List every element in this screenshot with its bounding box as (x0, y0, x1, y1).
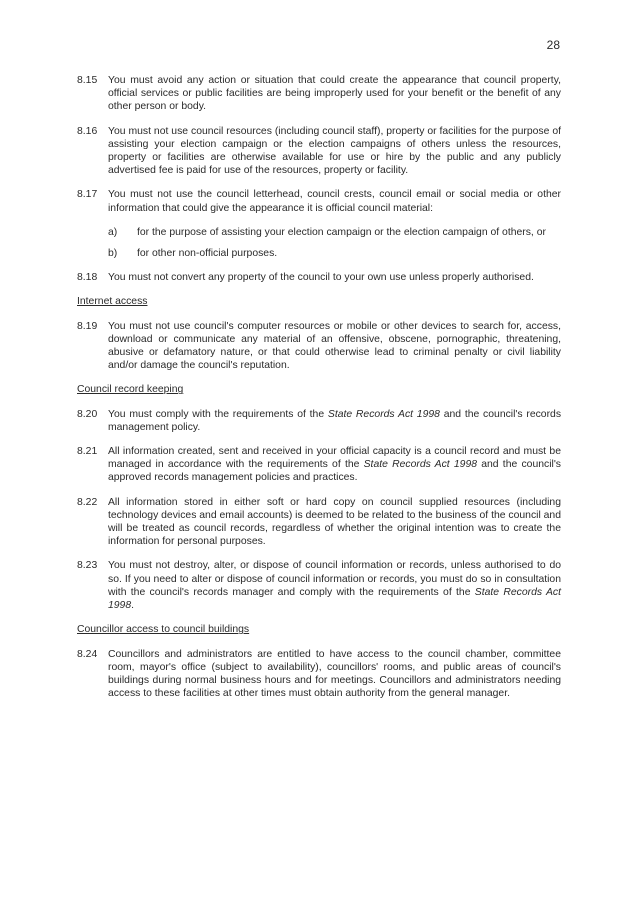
clause-8-17 (77, 188, 561, 214)
clause-8-24 (77, 648, 561, 701)
page-number: 28 (546, 38, 560, 52)
clause-8-18 (77, 271, 561, 284)
clause-text-part: You must comply with the requirements of the (108, 408, 328, 420)
clause-text-part: All information created, sent and received in your official capacity is a council record and must be managed in accordance with the requirements of the (108, 446, 561, 471)
clause-text-part: and the council's approved records management policies and practices. (108, 459, 562, 484)
clause-number: 8.19 (77, 320, 98, 332)
clause-number: 8.15 (77, 75, 98, 86)
clause-text-part: You must not destroy, alter, or dispose of council information or records, unless authorised to do so. If you need to alter or dispose of council information or records, you must do so in consultation with the council's records manager and comply with the requirements of the (108, 560, 561, 598)
clause-8-19 (77, 320, 561, 373)
clause-text: All information stored in either soft or hard copy on council supplied resources (including technology devices and email accounts) is deemed to be related to the business of the council and will be treated as council records, regardless of whether the original intention was to create the information for personal purposes. (108, 496, 561, 548)
clause-number: 8.18 (77, 272, 98, 284)
sub-item-b (108, 247, 561, 260)
clause-text: You must not use council's computer resources or mobile or other devices to search for, access, download or communicate any material of an offensive, obscene, pornographic, threatening, abusive or defamatory nature, or that could otherwise lead to criminal penalty or civil liability and/or damage the council's reputation. (108, 320, 561, 372)
clause-8-15 (77, 74, 561, 114)
sub-item-label: a) (108, 226, 118, 238)
clause-8-20 (77, 408, 561, 434)
clause-text-part: . (131, 600, 135, 612)
clause-text: You must not convert any property of the council to your own use unless properly authorised. (108, 272, 534, 284)
section-heading-building-access: Councillor access to council buildings (77, 624, 250, 636)
act-title: State Records Act 1998 (363, 459, 478, 471)
clause-8-21 (77, 445, 561, 485)
clause-text: You must not use council resources (including council staff), property or facilities for the purpose of assisting your election campaign or the election campaigns of others unless the resources, property or facilities are otherwise available for use or hire by the public and any publicly advertised fee is paid for use of the resources, property or facility. (108, 125, 561, 177)
clause-text (108, 445, 561, 485)
clause-text-part: and the council's records management policy. (108, 408, 562, 433)
clause-text (108, 408, 561, 434)
clause-number: 8.17 (77, 189, 98, 201)
act-title: State Records Act 1998 (327, 408, 440, 420)
clause-number: 8.23 (77, 560, 98, 572)
clause-text: Councillors and administrators are entitled to have access to the council chamber, committee room, mayor's office (subject to availability), councillors' rooms, and public areas of council's buildings during normal business hours and for meetings. Councillors and administrators needing access to these facilities at other times must obtain authority from the general manager. (108, 648, 561, 700)
clause-8-23 (77, 559, 561, 612)
sub-item-label: b) (108, 248, 118, 260)
clause-8-22 (77, 496, 561, 549)
section-heading-record-keeping: Council record keeping (77, 384, 184, 396)
sub-item-text: for the purpose of assisting your election campaign or the election campaign of others, or (137, 226, 546, 238)
clause-8-17-sublist (108, 226, 561, 260)
clause-8-16 (77, 125, 561, 178)
clause-number: 8.20 (77, 408, 98, 420)
clause-number: 8.21 (77, 446, 98, 458)
clause-number: 8.22 (77, 496, 98, 508)
sub-item-text: for other non-official purposes. (137, 248, 278, 260)
clause-text: You must avoid any action or situation that could create the appearance that council property, official services or public facilities are being improperly used for your benefit or the benefit of any other person or body. (108, 75, 561, 113)
sub-item-a (108, 226, 561, 239)
document-body (77, 74, 561, 711)
clause-number: 8.16 (77, 125, 98, 137)
clause-text (108, 559, 561, 612)
act-title: State Records Act 1998 (108, 586, 561, 612)
section-heading-internet-access: Internet access (77, 296, 148, 308)
clause-number: 8.24 (77, 648, 98, 660)
clause-text: You must not use the council letterhead, council crests, council email or social media or other information that could give the appearance it is official council material: (108, 189, 561, 214)
